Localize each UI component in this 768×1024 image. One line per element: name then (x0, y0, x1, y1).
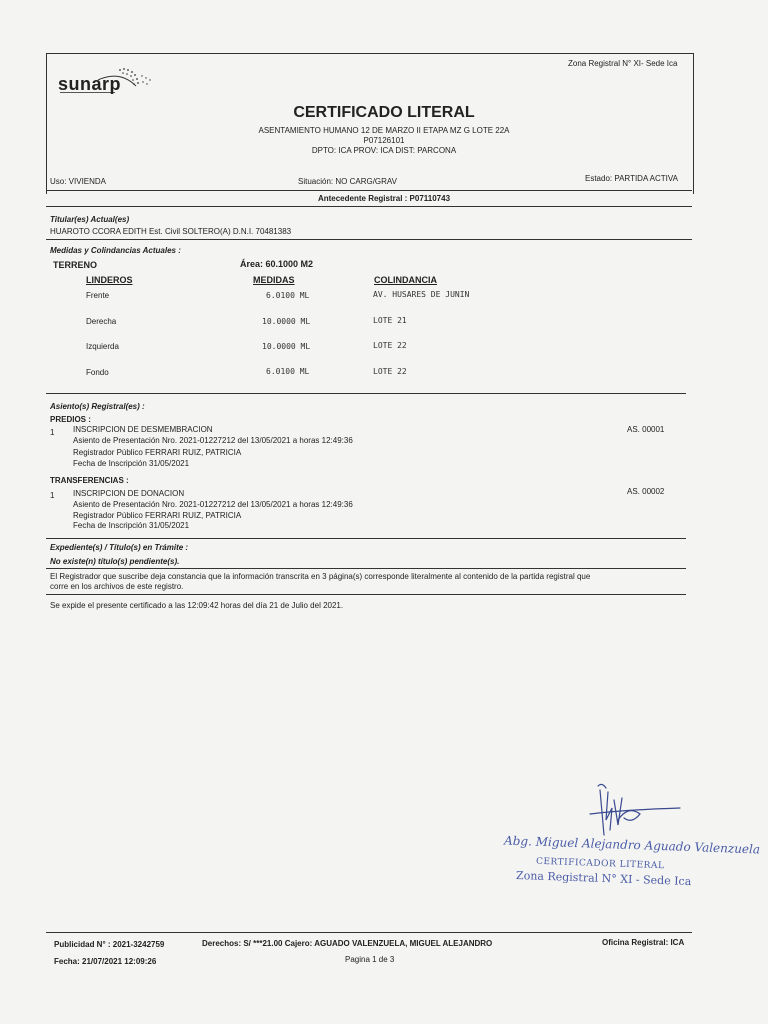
asiento-number: 1 (50, 428, 55, 437)
antecedente-registral: Antecedente Registral : P07110743 (317, 194, 451, 203)
lindero-medida: 10.0000 ML (262, 317, 311, 326)
asiento-registrador: Registrador Público FERRARI RUIZ, PATRICIA (73, 511, 242, 520)
fecha-emision: Fecha: 21/07/2021 12:09:26 (54, 957, 157, 966)
sunarp-logo (58, 66, 158, 96)
divider (46, 239, 692, 240)
lindero-medida: 6.0100 ML (266, 367, 310, 376)
asiento-fecha: Fecha de Inscripción 31/05/2021 (73, 521, 190, 530)
logo-text: sunarp (58, 74, 122, 94)
titular-line: HUAROTO CCORA EDITH Est. Civil SOLTERO(A) D.N.I. 70481383 (50, 227, 292, 236)
page-number: Pagina 1 de 3 (345, 955, 395, 964)
estado-field: Estado: PARTIDA ACTIVA (585, 174, 678, 183)
divider (46, 206, 692, 207)
constancia-line-2: corre en los archivos de este registro. (50, 582, 184, 591)
asiento-presentacion: Asiento de Presentación Nro. 2021-01227212 del 13/05/2021 a horas 12:49:36 (73, 500, 353, 509)
lindero-colindancia: AV. HUSARES DE JUNIN (373, 290, 470, 299)
expedientes-heading: Expediente(s) / Título(s) en Trámite : (50, 543, 189, 552)
lindero-name: Frente (86, 291, 110, 300)
divider (46, 568, 686, 569)
expedientes-none: No existe(n) título(s) pendiente(s). (50, 557, 180, 566)
publicidad-number: Publicidad N° : 2021-3242759 (54, 940, 165, 949)
oficina-registral: Oficina Registral: ICA (602, 938, 685, 947)
lindero-colindancia: LOTE 21 (373, 316, 407, 325)
stamp-name: Abg. Miguel Alejandro Aguado Valenzuela (503, 833, 761, 857)
divider (46, 538, 686, 539)
asiento-title: INSCRIPCION DE DONACION (73, 489, 185, 498)
medidas-heading: Medidas y Colindancias Actuales : (50, 246, 181, 255)
uso-field: Uso: VIVIENDA (50, 177, 107, 186)
expide-line: Se expide el presente certificado a las 12:09:42 horas del día 21 de Julio del 2021. (50, 601, 344, 610)
asiento-number: 1 (50, 491, 55, 500)
titulares-heading: Titular(es) Actual(es) (50, 215, 130, 224)
zona-registral: Zona Registral N° XI- Sede Ica (568, 59, 678, 68)
derechos-cajero: Derechos: S/ ***21.00 Cajero: AGUADO VALENZUELA, MIGUEL ALEJANDRO (202, 939, 493, 948)
predios-heading: PREDIOS : (50, 415, 91, 424)
divider (46, 594, 686, 595)
lindero-name: Izquierda (86, 342, 119, 351)
asiento-fecha: Fecha de Inscripción 31/05/2021 (73, 459, 190, 468)
lindero-colindancia: LOTE 22 (373, 341, 407, 350)
document-title: CERTIFICADO LITERAL (293, 104, 475, 121)
asiento-title: INSCRIPCION DE DESMEMBRACION (73, 425, 213, 434)
stamp-role: CERTIFICADOR LITERAL (535, 856, 665, 872)
signature-image (580, 780, 690, 840)
lindero-medida: 6.0100 ML (266, 291, 310, 300)
lindero-medida: 10.0000 ML (262, 342, 311, 351)
partida-number: P07126101 (363, 136, 405, 145)
asiento-presentacion: Asiento de Presentación Nro. 2021-01227212 del 13/05/2021 a horas 12:49:36 (73, 436, 353, 445)
lindero-colindancia: LOTE 22 (373, 367, 407, 376)
situacion-field: Situación: NO CARG/GRAV (298, 177, 397, 186)
divider (46, 393, 686, 394)
lindero-name: Derecha (86, 317, 117, 326)
constancia-line-1: El Registrador que suscribe deja constancia que la información transcrita en 3 página(s) corresponde literalmente al contenido de la partida registral que (50, 572, 591, 581)
divider (46, 190, 692, 191)
stamp-zona: Zona Registral N° XI - Sede Ica (515, 868, 692, 889)
col-medidas: MEDIDAS (253, 275, 295, 285)
area-label: Área: 60.1000 M2 (240, 259, 314, 269)
col-colindancia: COLINDANCIA (374, 275, 437, 285)
property-address: ASENTAMIENTO HUMANO 12 DE MARZO II ETAPA MZ G LOTE 22A (258, 126, 510, 135)
divider (46, 932, 692, 933)
location-line: DPTO: ICA PROV: ICA DIST: PARCONA (311, 146, 457, 155)
lindero-name: Fondo (86, 368, 109, 377)
transferencias-heading: TRANSFERENCIAS : (50, 476, 129, 485)
asiento-code: AS. 00002 (627, 487, 665, 496)
terreno-label: TERRENO (53, 260, 98, 270)
asientos-heading: Asiento(s) Registral(es) : (50, 402, 145, 411)
col-linderos: LINDEROS (86, 275, 133, 285)
asiento-code: AS. 00001 (627, 425, 665, 434)
asiento-registrador: Registrador Público FERRARI RUIZ, PATRICIA (73, 448, 242, 457)
